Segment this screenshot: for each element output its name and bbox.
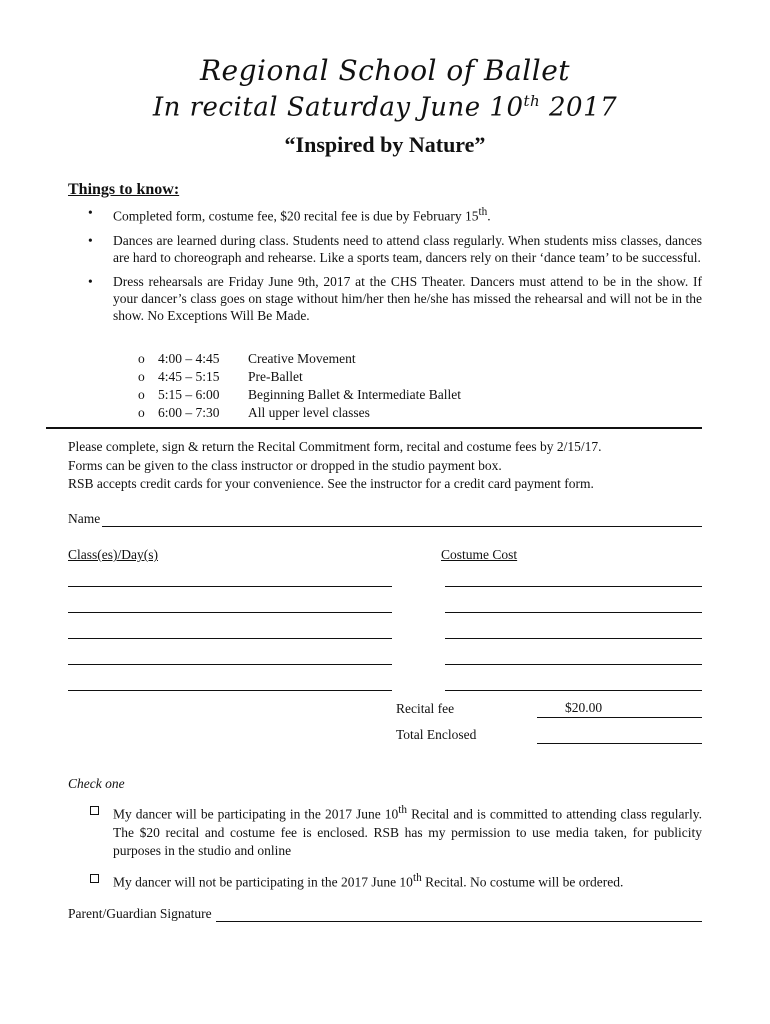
things-to-know-list — [88, 204, 702, 331]
bullet-text-suffix: th — [478, 206, 488, 218]
participation-option-yes — [88, 801, 702, 860]
name-label: Name — [68, 511, 101, 526]
option-text-suffix: th — [398, 804, 408, 816]
recital-date-text: In recital Saturday June 10 — [152, 92, 524, 123]
total-enclosed-label: Total Enclosed — [396, 727, 477, 742]
signature-row — [68, 906, 702, 922]
participation-options — [88, 801, 702, 900]
schedule-class: Pre-Ballet — [248, 369, 303, 384]
costume-cost-field[interactable] — [445, 690, 702, 691]
bullet-text-end: . — [487, 208, 491, 224]
recital-fee-value: $20.00 — [565, 700, 603, 715]
school-title: Regional School of Ballet — [199, 54, 571, 87]
circle-bullet-icon: o — [138, 387, 145, 402]
rehearsal-schedule — [138, 350, 461, 422]
list-item — [88, 273, 702, 324]
checkbox-icon[interactable] — [90, 874, 99, 883]
schedule-time: 4:00 – 4:45 — [158, 351, 220, 366]
class-day-field[interactable] — [68, 638, 392, 639]
instructions — [68, 438, 708, 494]
schedule-row — [138, 404, 461, 422]
schedule-class: Creative Movement — [248, 351, 356, 366]
schedule-row — [138, 386, 461, 404]
circle-bullet-icon: o — [138, 351, 145, 366]
bullet-text: Dances are learned during class. Students need to attend class regularly. When students miss classes, dances are hard to choreograph and rehearse. Like a sports team, dancers rely on their ‘dance team’ to be successful. — [113, 232, 702, 265]
list-item — [88, 204, 702, 225]
recital-fee-field[interactable] — [537, 700, 702, 718]
option-text: My dancer will not be participating in the 2017 June 10 — [113, 874, 413, 889]
costume-cost-field[interactable] — [445, 664, 702, 665]
schedule-row — [138, 350, 461, 368]
schedule-time: 5:15 – 6:00 — [158, 387, 220, 402]
instruction-line: Forms can be given to the class instructor or dropped in the studio payment box. — [68, 457, 502, 473]
instruction-line: Please complete, sign & return the Recital Commitment form, recital and costume fees by 2/15/17. — [68, 439, 602, 454]
class-day-field[interactable] — [68, 586, 392, 587]
class-day-field[interactable] — [68, 612, 392, 613]
option-text-rest: Recital and is committed to attending class regularly. The $20 recital and costume fee is enclosed. RSB has my permission to use media taken, for publicity purposes in the studio and online — [113, 806, 702, 858]
schedule-row — [138, 368, 461, 386]
class-day-field[interactable] — [68, 664, 392, 665]
class-day-field[interactable] — [68, 690, 392, 691]
costume-cost-label: Costume Cost — [441, 547, 518, 562]
name-field[interactable] — [102, 512, 702, 527]
recital-fee-label: Recital fee — [396, 701, 455, 716]
participation-option-no — [88, 869, 702, 892]
things-to-know-heading: Things to know: — [68, 181, 180, 198]
costume-cost-field[interactable] — [445, 586, 702, 587]
bullet-icon: • — [88, 205, 93, 220]
instruction-line: RSB accepts credit cards for your convenience. See the instructor for a credit card payment form. — [68, 476, 594, 491]
recital-theme: “Inspired by Nature” — [284, 132, 486, 157]
schedule-time: 4:45 – 5:15 — [158, 369, 220, 384]
classes-days-label: Class(es)/Day(s) — [68, 547, 158, 562]
recital-title — [0, 92, 770, 123]
signature-label: Parent/Guardian Signature — [68, 906, 212, 921]
bullet-text: Completed form, costume fee, $20 recital fee is due by February 15 — [113, 208, 479, 224]
costume-cost-field[interactable] — [445, 612, 702, 613]
bullet-text: Dress rehearsals are Friday June 9th, 2017 at the CHS Theater. Dancers must attend to be in the show. If your dancer’s class goes on stage without him/her then he/she has missed the rehearsal and will not be in the show. No Exceptions Will Be Made. — [113, 273, 702, 323]
option-text-rest: Recital. No costume will be ordered. — [421, 874, 624, 889]
schedule-time: 6:00 – 7:30 — [158, 405, 220, 420]
option-text: My dancer will be participating in the 2017 June 10 — [113, 806, 399, 822]
total-enclosed-field[interactable] — [537, 726, 702, 744]
bullet-icon: • — [88, 232, 93, 248]
recital-date-suffix: th — [523, 92, 541, 110]
circle-bullet-icon: o — [138, 405, 145, 420]
signature-field[interactable] — [216, 907, 702, 922]
circle-bullet-icon: o — [138, 369, 145, 384]
schedule-class: All upper level classes — [248, 405, 370, 420]
name-row — [68, 511, 702, 527]
bullet-icon: • — [88, 273, 93, 289]
checkbox-icon[interactable] — [90, 806, 99, 815]
recital-year: 2017 — [548, 92, 618, 123]
costume-cost-field[interactable] — [445, 638, 702, 639]
option-text-suffix: th — [412, 871, 422, 884]
section-divider — [46, 427, 702, 429]
list-item — [88, 232, 702, 266]
schedule-class: Beginning Ballet & Intermediate Ballet — [248, 387, 461, 402]
check-one-label: Check one — [68, 776, 125, 791]
